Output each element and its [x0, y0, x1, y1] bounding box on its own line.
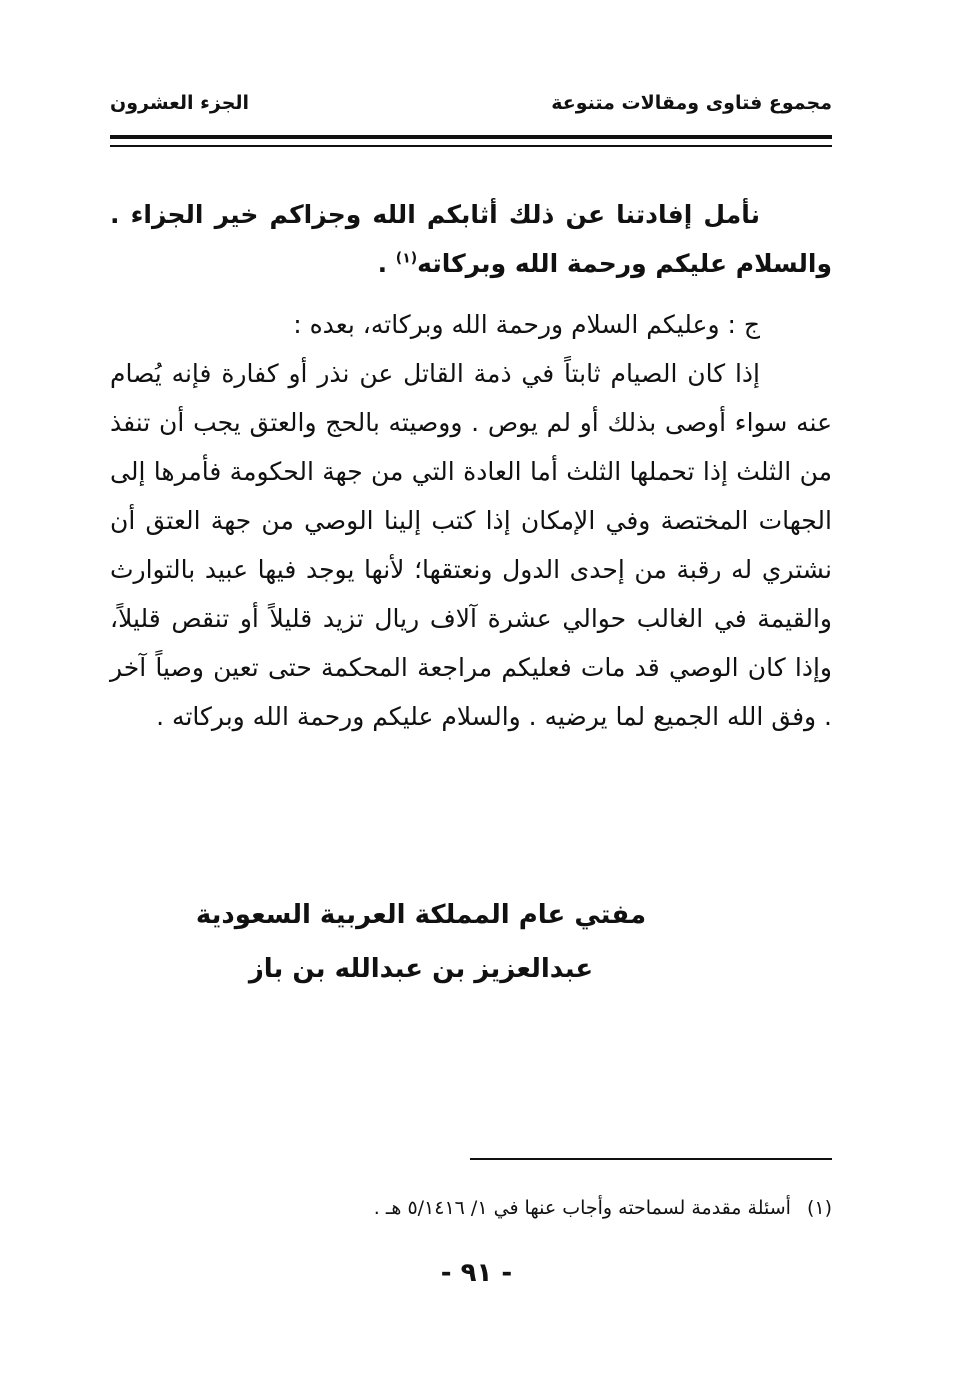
header-rule-thin — [110, 145, 832, 147]
footnote-reference: (١) — [395, 250, 418, 267]
footnote-number: (١) — [806, 1197, 832, 1219]
footnote-text: أسئلة مقدمة لسماحته وأجاب عنها في ١/ ٥/١٤١٦ هـ . — [373, 1197, 791, 1219]
book-title: مجموع فتاوى ومقالات متنوعة — [551, 92, 832, 114]
header-rule-thick — [110, 135, 832, 139]
answer-paragraph: إذا كان الصيام ثابتاً في ذمة القاتل عن نذر أو كفارة فإنه يُصام عنه سواء أوصى بذلك أو لم يوص . ووصيته بالحج والعتق يجب أن تنفذ من الثلث إذا تحملها الثلث أما العادة التي من جهة الحكومة فأمرها إلى الجهات المختصة وفي الإمكان إذا كتب إلينا الوصي من جهة العتق أن نشتري له رقبة من إحدى الدول ونعتقها؛ لأنها يوجد فيها عبيد بالتوارث والقيمة في الغالب حوالي عشرة آلاف ريال تزيد قليلاً أو تنقص قليلاً، وإذا كان الوصي قد مات فعليكم مراجعة المحكمة حتى تعين وصياً آخر . وفق الله الجميع لما يرضيه . والسلام عليكم ورحمة الله وبركاته . — [110, 359, 832, 731]
page-number: - ٩١ - — [440, 1258, 513, 1288]
question-paragraph — [110, 190, 832, 288]
footnote — [121, 1194, 832, 1222]
signature-title: مفتي عام المملكة العربية السعودية — [195, 900, 647, 930]
question-end: . — [377, 249, 396, 278]
main-text — [110, 190, 832, 741]
question-text: نأمل إفادتنا عن ذلك أثابكم الله وجزاكم خير الجزاء . والسلام عليكم ورحمة الله وبركاته — [110, 200, 832, 278]
signature-name: عبدالعزيز بن عبدالله بن باز — [248, 954, 594, 984]
running-header — [110, 92, 832, 126]
footnote-separator — [470, 1158, 832, 1160]
answer-opening: ج : وعليكم السلام ورحمة الله وبركاته، بعده : — [293, 310, 760, 339]
volume-label: الجزء العشرون — [110, 92, 250, 114]
signature-block — [110, 888, 832, 996]
